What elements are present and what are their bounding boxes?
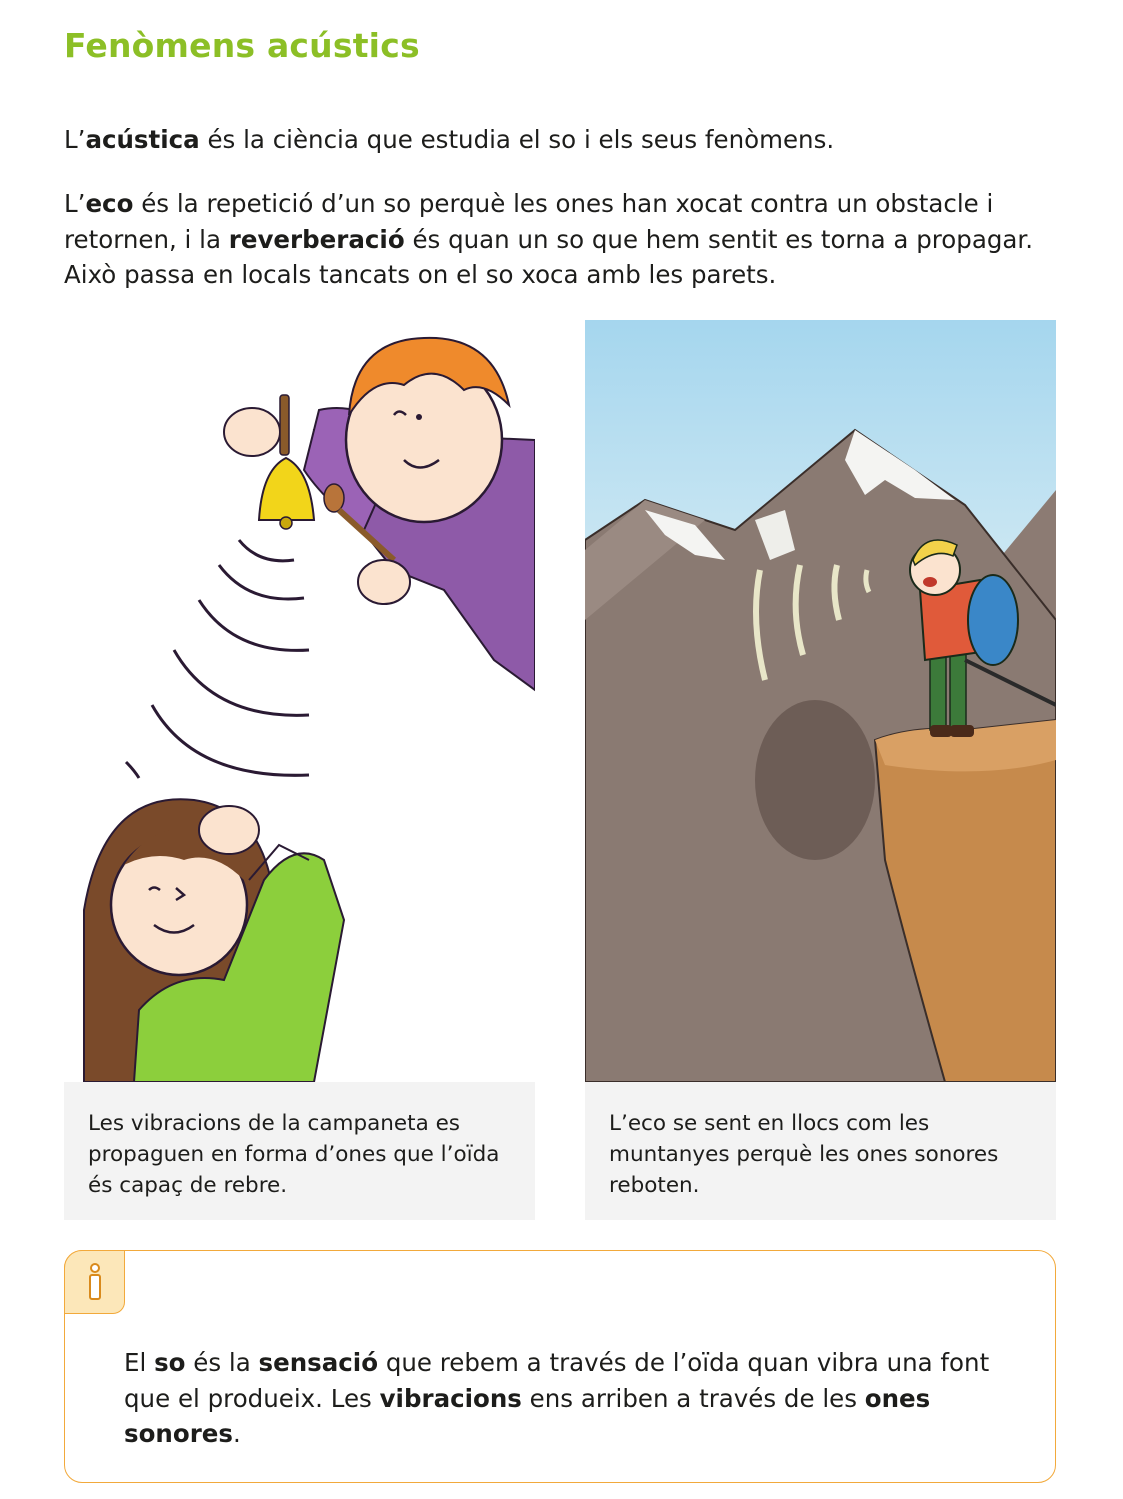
echo-paragraph: L’eco és la repetició d’un so perquè les ones han xocat contra un obstacle i retornen, i la reverberació és quan un so que hem sentit es torna a propagar. Això passa en locals tancats on el so xoca amb les parets.: [64, 189, 1034, 289]
mountain-illustration-svg: [585, 320, 1056, 1082]
page-title: Fenòmens acústics: [64, 26, 420, 65]
bell-illustration-svg: [64, 320, 535, 1082]
intro-paragraph: L’acústica és la ciència que estudia el so i els seus fenòmens.: [64, 125, 835, 154]
info-text: El so és la sensació que rebem a través de l’oïda quan vibra una font que el produeix. Les vibracions ens arriben a través de les ones sonores.: [124, 1348, 990, 1448]
mountain-echo-illustration: [585, 320, 1056, 1082]
bell-illustration: [64, 320, 535, 1082]
info-tab: [64, 1250, 125, 1314]
caption-echo: L’eco se sent en llocs com les muntanyes perquè les ones sonores reboten.: [585, 1082, 1056, 1220]
info-icon: [84, 1263, 106, 1301]
caption-bell: Les vibracions de la campaneta es propaguen en forma d’ones que l’oïda és capaç de rebre.: [64, 1082, 535, 1220]
